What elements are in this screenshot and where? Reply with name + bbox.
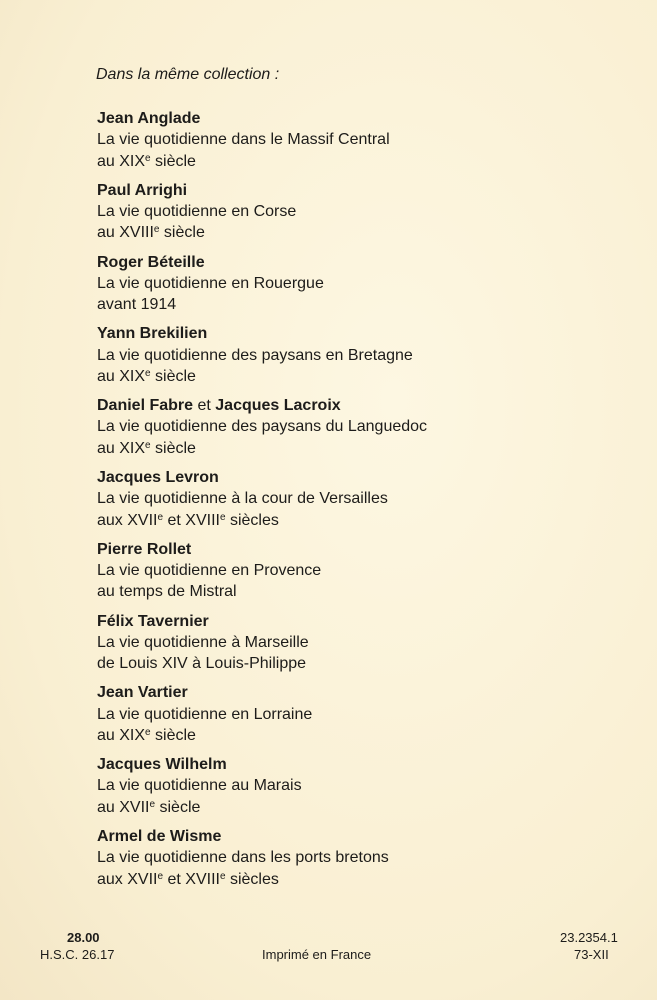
book-subtitle <box>97 151 427 172</box>
author-name: Jacques Levron <box>97 468 219 486</box>
text: La vie quotidienne dans les ports bretons <box>97 849 389 867</box>
book-title <box>97 201 427 222</box>
book-title <box>97 345 427 366</box>
book-entry <box>97 395 427 467</box>
text: La vie quotidienne à la cour de Versailles <box>97 490 388 508</box>
text: au XVIII <box>97 224 154 242</box>
text: La vie quotidienne au Marais <box>97 777 302 795</box>
text: avant 1914 <box>97 296 177 314</box>
book-entry <box>97 180 427 252</box>
text: siècle <box>150 152 196 170</box>
text: aux XVII <box>97 870 158 888</box>
book-entry <box>97 826 427 898</box>
book-subtitle <box>97 653 427 674</box>
text: siècles <box>225 870 279 888</box>
book-title <box>97 488 427 509</box>
text: La vie quotidienne des paysans en Bretagne <box>97 346 413 364</box>
price: 28.00 <box>67 930 100 945</box>
text: La vie quotidienne dans le Massif Central <box>97 131 390 149</box>
book-title <box>97 847 427 868</box>
author-name: Yann Brekilien <box>97 325 208 343</box>
text: siècle <box>150 726 196 744</box>
author-name: Jacques Lacroix <box>215 397 341 415</box>
author <box>97 180 427 201</box>
book-title <box>97 704 427 725</box>
text: de Louis XIV à Louis-Philippe <box>97 655 307 673</box>
author <box>97 252 427 273</box>
text: La vie quotidienne en Corse <box>97 203 297 221</box>
text: au temps de Mistral <box>97 583 237 601</box>
author <box>97 611 427 632</box>
superscript: e <box>219 511 226 523</box>
text: siècle <box>150 367 196 385</box>
book-entry <box>97 467 427 539</box>
book-entry <box>97 539 427 611</box>
text: siècles <box>225 511 279 529</box>
text: au XIX <box>97 367 146 385</box>
book-title <box>97 129 427 150</box>
text: siècle <box>155 798 201 816</box>
text: au XIX <box>97 152 146 170</box>
author <box>97 108 427 129</box>
text: au XIX <box>97 439 146 457</box>
book-entry <box>97 611 427 683</box>
book-subtitle <box>97 510 427 531</box>
superscript: e <box>145 367 151 379</box>
superscript: e <box>157 511 164 523</box>
author-name: Jean Anglade <box>97 110 201 127</box>
text: au XVII <box>97 798 150 816</box>
author <box>97 395 427 416</box>
author-name: Roger Béteille <box>97 253 205 271</box>
superscript: e <box>153 224 160 236</box>
author-name: Jean Vartier <box>97 684 188 702</box>
book-subtitle <box>97 797 427 818</box>
author <box>97 682 427 703</box>
text: siècle <box>150 439 196 457</box>
conjunction: et <box>193 397 216 415</box>
author <box>97 826 427 847</box>
text: au XIX <box>97 726 146 744</box>
text: La vie quotidienne à Marseille <box>97 633 309 651</box>
author <box>97 539 427 560</box>
book-entry <box>97 108 427 180</box>
author <box>97 467 427 488</box>
text: aux XVII <box>97 511 158 529</box>
superscript: e <box>145 726 151 738</box>
book-title <box>97 416 427 437</box>
author-name: Daniel Fabre <box>97 397 194 415</box>
author-name: Jacques Wilhelm <box>97 756 227 774</box>
book-entry <box>97 252 427 324</box>
superscript: e <box>219 870 226 882</box>
text: et XVIII <box>163 870 220 888</box>
book-subtitle <box>97 725 427 746</box>
text: siècle <box>159 224 205 242</box>
book-title <box>97 775 427 796</box>
book-title <box>97 560 427 581</box>
superscript: e <box>149 798 156 810</box>
collection-heading: Dans la même collection : <box>96 66 280 83</box>
catalog-number: 23.2354.1 <box>560 930 618 945</box>
superscript: e <box>145 152 151 164</box>
book-entry <box>97 754 427 826</box>
text: La vie quotidienne des paysans du Languedoc <box>97 418 428 436</box>
superscript: e <box>145 439 151 451</box>
book-subtitle <box>97 294 427 315</box>
text: et XVIII <box>163 511 220 529</box>
author-name: Paul Arrighi <box>97 181 188 199</box>
book-subtitle <box>97 366 427 387</box>
text: La vie quotidienne en Provence <box>97 562 322 580</box>
book-subtitle <box>97 222 427 243</box>
book-title <box>97 273 427 294</box>
author <box>97 323 427 344</box>
superscript: e <box>157 870 164 882</box>
book-list <box>97 108 427 898</box>
author-name: Pierre Rollet <box>97 540 192 558</box>
book-entry <box>97 323 427 395</box>
hsc-code: H.S.C. 26.17 <box>40 947 115 962</box>
text: La vie quotidienne en Rouergue <box>97 274 324 292</box>
book-subtitle <box>97 869 427 890</box>
author-name: Armel de Wisme <box>97 827 222 845</box>
book-subtitle <box>97 438 427 459</box>
printed-in: Imprimé en France <box>262 947 372 962</box>
text: La vie quotidienne en Lorraine <box>97 705 313 723</box>
author <box>97 754 427 775</box>
book-title <box>97 632 427 653</box>
book-entry <box>97 682 427 754</box>
book-subtitle <box>97 581 427 602</box>
date-code: 73-XII <box>574 947 609 962</box>
author-name: Félix Tavernier <box>97 612 209 630</box>
